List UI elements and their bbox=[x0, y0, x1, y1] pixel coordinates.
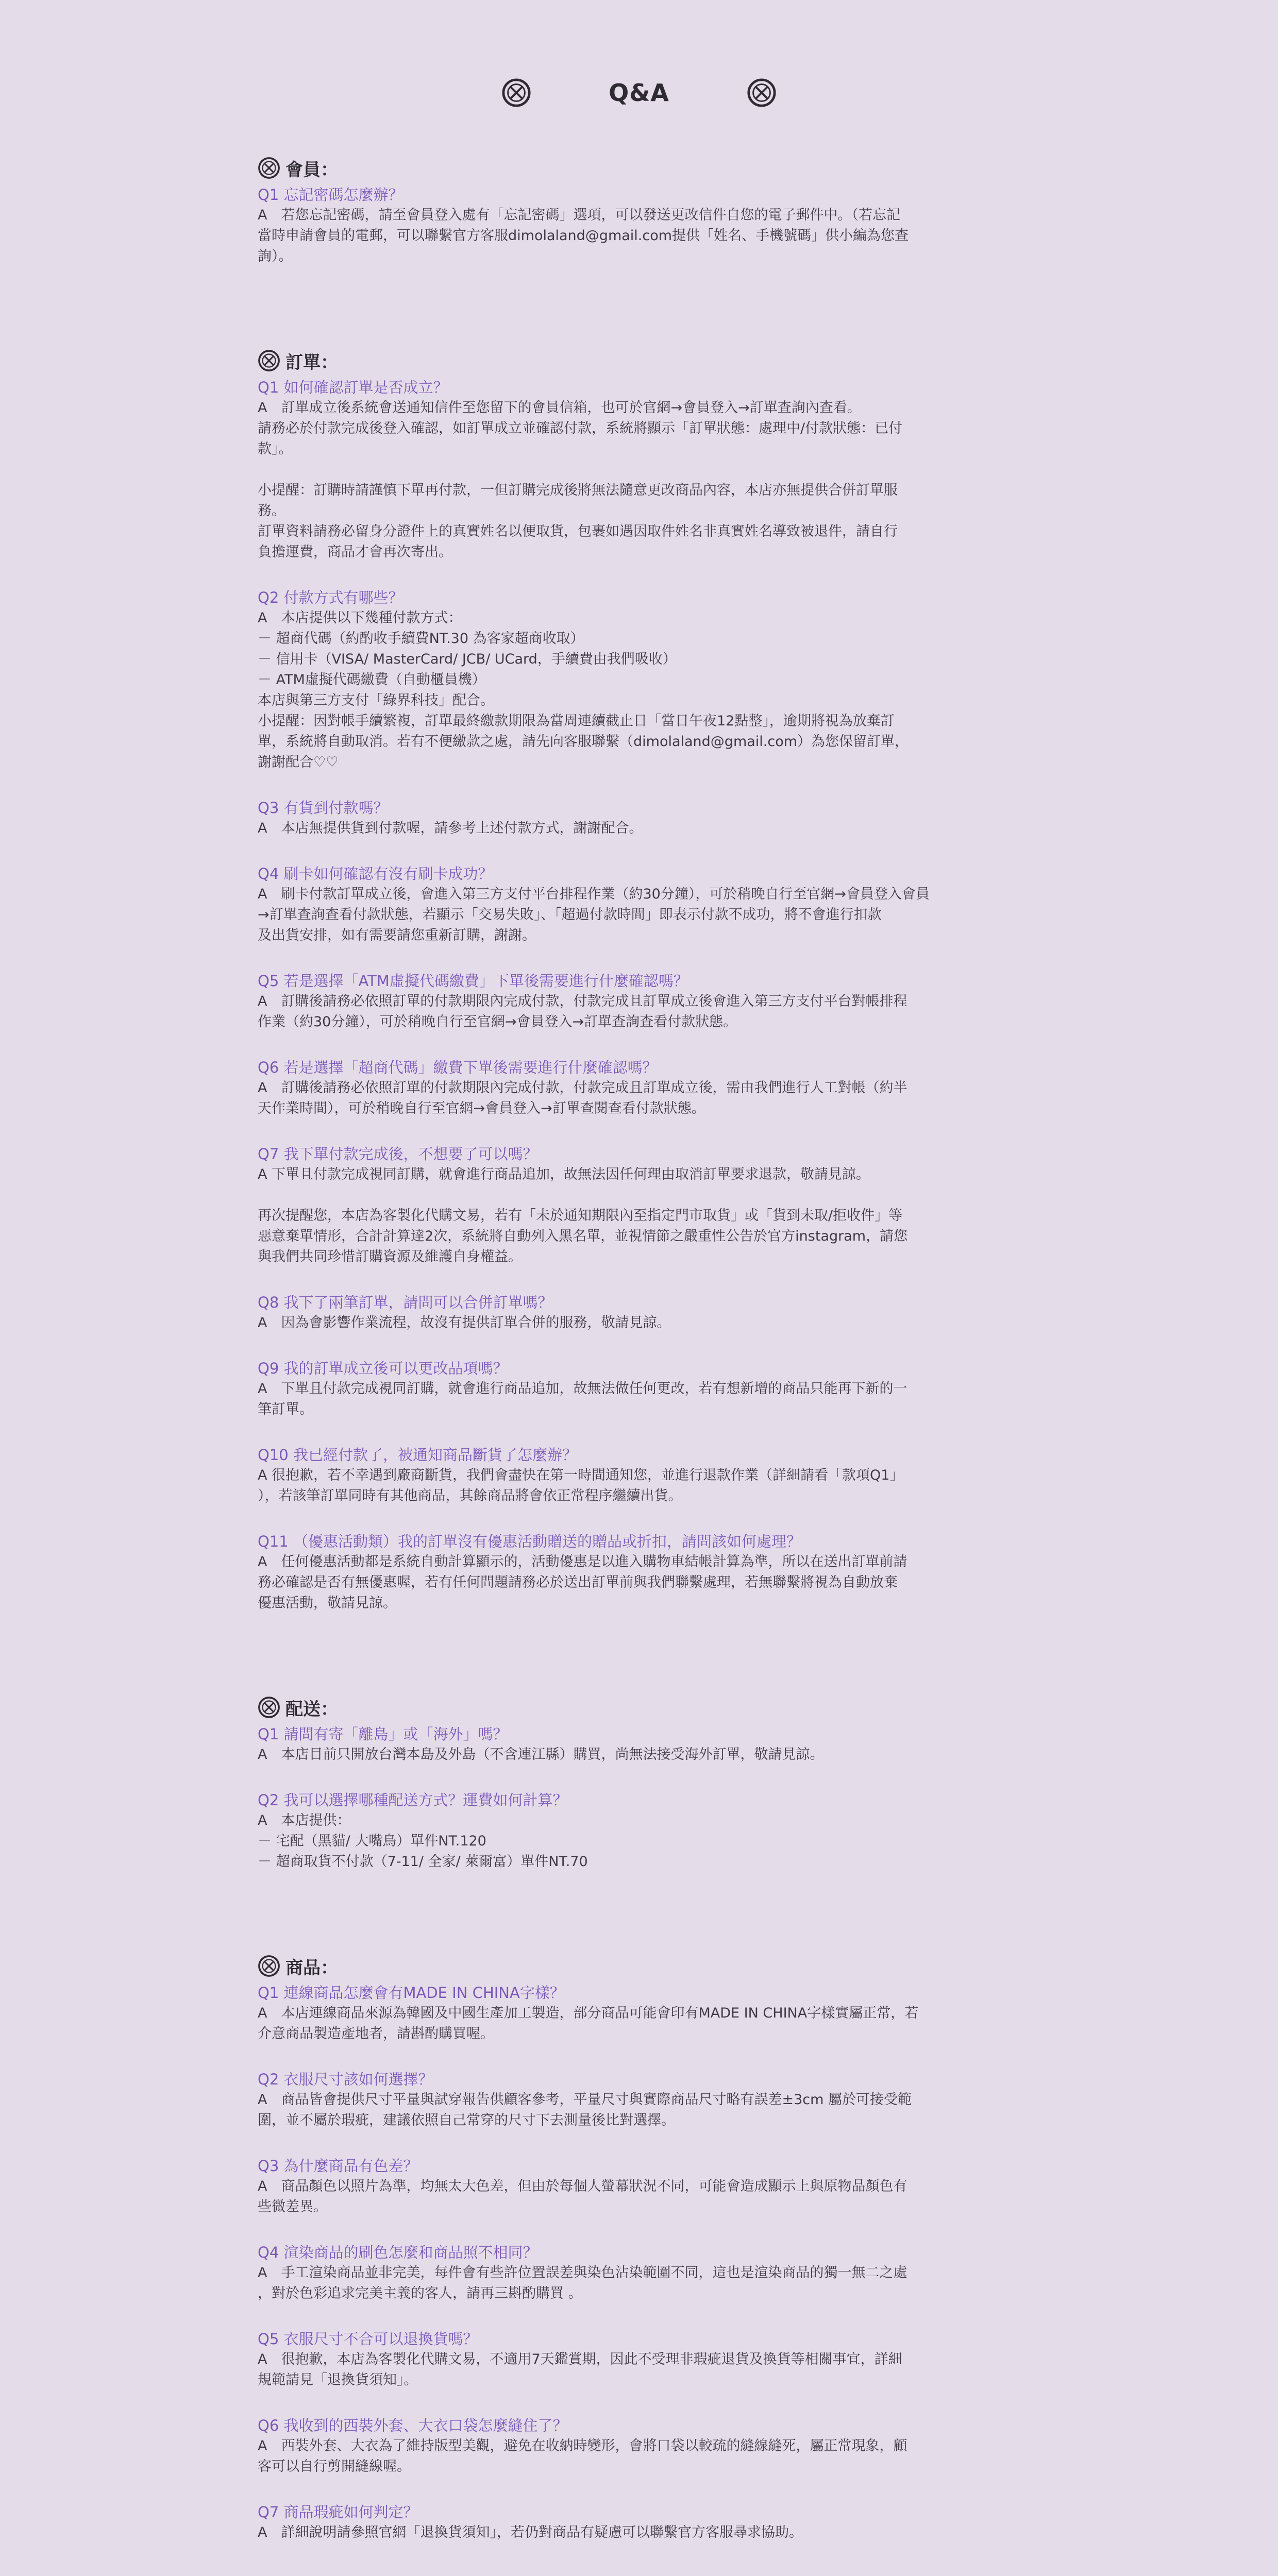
brand-logo-icon bbox=[258, 1696, 280, 1719]
answer-line: 小提醒：訂購時請謹慎下單再付款，一但訂購完成後將無法隨意更改商品內容，本店亦無提供合併訂單服 bbox=[258, 482, 898, 498]
brand-logo-icon bbox=[258, 157, 280, 179]
qa-item bbox=[258, 2502, 1020, 2543]
answer bbox=[258, 608, 1020, 773]
answer bbox=[258, 1552, 1020, 1614]
qa-item bbox=[258, 1358, 1020, 1420]
answer bbox=[258, 2522, 1020, 2543]
answer bbox=[258, 2436, 1020, 2477]
answer bbox=[258, 2263, 1020, 2304]
qa-item bbox=[258, 2415, 1020, 2477]
answer-line: A 訂購後請務必依照訂單的付款期限內完成付款，付款完成且訂單成立後，需由我們進行人工對帳（約半 bbox=[258, 1080, 907, 1096]
answer-line: A 本店提供以下幾種付款方式： bbox=[258, 610, 462, 626]
answer-line: 筆訂單。 bbox=[258, 1401, 313, 1417]
qa-item bbox=[258, 971, 1020, 1032]
answer-line: 謝謝配合♡♡ bbox=[258, 754, 339, 770]
question: Q3 有貨到付款嗎？ bbox=[258, 799, 389, 817]
section-shipping bbox=[258, 1694, 1020, 1872]
answer-line: A 因為會影響作業流程，故沒有提供訂單合併的服務，敬請見諒。 bbox=[258, 1315, 671, 1331]
answer-line: ，對於色彩追求完美主義的客人，請再三斟酌購買 。 bbox=[258, 2285, 582, 2301]
answer-line: 及出貨安排，如有需要請您重新訂購，謝謝。 bbox=[258, 927, 536, 943]
answer-line: 作業（約30分鐘），可於稍晚自行至官網→會員登入→訂單查詢查看付款狀態。 bbox=[258, 1014, 737, 1030]
answer-line: A 任何優惠活動都是系統自動計算顯示的，活動優惠是以進入購物車結帳計算為準，所以在送出訂單前請 bbox=[258, 1554, 907, 1570]
question: Q2 我可以選擇哪種配送方式？運費如何計算？ bbox=[258, 1791, 568, 1809]
answer-line: 詢）。 bbox=[258, 248, 293, 264]
qa-content bbox=[258, 155, 1020, 2576]
answer bbox=[258, 1379, 1020, 1420]
answer bbox=[258, 2349, 1020, 2391]
answer bbox=[258, 1313, 1020, 1333]
section-title: 會員： bbox=[285, 159, 338, 180]
answer bbox=[258, 1810, 1020, 1872]
answer-line: A 訂購後請務必依照訂單的付款期限內完成付款，付款完成且訂單成立後會進入第三方支付平台對帳排程 bbox=[258, 993, 907, 1009]
answer-line: A 下單且付款完成視同訂購，就會進行商品追加，故無法因任何理由取消訂單要求退款，敬請見諒。 bbox=[258, 1166, 870, 1182]
answer-line: 介意商品製造產地者，請斟酌購買喔。 bbox=[258, 2026, 494, 2042]
answer-line: A 若您忘記密碼，請至會員登入處有「忘記密碼」選項，可以發送更改信件自您的電子郵件中。（若忘記 bbox=[258, 207, 900, 223]
answer-line: A 很抱歉，本店為客製化代購文易，不適用7天鑑賞期，因此不受理非瑕疵退貨及換貨等相關事宜，詳細 bbox=[258, 2351, 902, 2367]
qa-item bbox=[258, 798, 1020, 839]
answer-line: 務。 bbox=[258, 503, 285, 519]
answer-line: 優惠活動，敬請見諒。 bbox=[258, 1595, 397, 1611]
answer-line: － ATM虛擬代碼繳費（自動櫃員機） bbox=[258, 672, 486, 688]
answer-line: 負擔運費，商品才會再次寄出。 bbox=[258, 544, 452, 560]
answer bbox=[258, 2090, 1020, 2131]
section-title: 訂單： bbox=[285, 352, 338, 373]
section-title: 商品： bbox=[285, 1957, 338, 1978]
answer bbox=[258, 991, 1020, 1032]
answer-line: A 手工渲染商品並非完美，每件會有些許位置誤差與染色沾染範圍不同，這也是渲染商品的獨一無二之處 bbox=[258, 2265, 907, 2281]
answer-line: 請務必於付款完成後登入確認，如訂單成立並確認付款，系統將顯示「訂單狀態：處理中/付款狀態：已付 bbox=[258, 420, 903, 436]
qa-item bbox=[258, 1790, 1020, 1872]
question: Q6 若是選擇「超商代碼」繳費下單後需要進行什麼確認嗎？ bbox=[258, 1059, 658, 1076]
answer-line: A 本店提供： bbox=[258, 1812, 351, 1828]
page-header bbox=[0, 72, 1278, 113]
question: Q10 我已經付款了，被通知商品斷貨了怎麼辦？ bbox=[258, 1446, 577, 1464]
answer-line: A 訂單成立後系統會送通知信件至您留下的會員信箱，也可於官網→會員登入→訂單查詢內查看。 bbox=[258, 400, 861, 416]
answer-line bbox=[258, 460, 1020, 480]
answer-line: 訂單資料請務必留身分證件上的真實姓名以便取貨，包裹如遇因取件姓名非真實姓名導致被退件，請自行 bbox=[258, 523, 898, 539]
answer bbox=[258, 2003, 1020, 2044]
answer-line: 客可以自行剪開縫線喔。 bbox=[258, 2459, 411, 2475]
question: Q4 渲染商品的刷色怎麼和商品照不相同？ bbox=[258, 2244, 538, 2261]
answer-line: 款」。 bbox=[258, 441, 293, 457]
answer bbox=[258, 1078, 1020, 1119]
answer-line: A 商品皆會提供尺寸平量與試穿報告供顧客參考，平量尺寸與實際商品尺寸略有誤差±3cm 屬於可接受範 bbox=[258, 2092, 912, 2108]
page-title: Q&A bbox=[609, 79, 669, 107]
answer-line: 本店與第三方支付「綠界科技」配合。 bbox=[258, 692, 494, 708]
answer-line: 與我們共同珍惜訂購資源及維護自身權益。 bbox=[258, 1249, 522, 1265]
qa-item bbox=[258, 1057, 1020, 1119]
answer-line: 務必確認是否有無優惠喔，若有任何問題請務必於送出訂單前與我們聯繫處理，若無聯繫將視為自動放棄 bbox=[258, 1574, 898, 1590]
answer-line: →訂單查詢查看付款狀態，若顯示「交易失敗」、「超過付款時間」即表示付款不成功，將不會進行扣款 bbox=[258, 907, 882, 923]
qa-item bbox=[258, 1292, 1020, 1333]
answer-line: A 很抱歉，若不幸遇到廠商斷貨，我們會盡快在第一時間通知您，並進行退款作業（詳細請看「款項Q1」 bbox=[258, 1467, 904, 1483]
answer-line: 些微差異。 bbox=[258, 2199, 327, 2215]
section-order bbox=[258, 347, 1020, 1614]
qa-item bbox=[258, 2156, 1020, 2217]
answer bbox=[258, 398, 1020, 563]
answer-line: A 詳細說明請參照官網「退換貨須知」，若仍對商品有疑慮可以聯繫官方客服尋求協助。 bbox=[258, 2524, 803, 2540]
question: Q2 付款方式有哪些？ bbox=[258, 589, 403, 606]
section-product bbox=[258, 1953, 1020, 2543]
answer-line: ），若該筆訂單同時有其他商品，其餘商品將會依正常程序繼續出貨。 bbox=[258, 1488, 682, 1504]
answer bbox=[258, 884, 1020, 946]
answer-line: 圍，並不屬於瑕疵，建議依照自己常穿的尺寸下去測量後比對選擇。 bbox=[258, 2112, 675, 2128]
qa-item bbox=[258, 1982, 1020, 2044]
question: Q1 請問有寄「離島」或「海外」嗎？ bbox=[258, 1725, 508, 1743]
question: Q7 我下單付款完成後，不想要了可以嗎？ bbox=[258, 1145, 538, 1163]
qa-item bbox=[258, 2069, 1020, 2131]
qa-item bbox=[258, 377, 1020, 563]
answer-line: 再次提醒您，本店為客製化代購文易，若有「未於通知期限內至指定門市取貨」或「貨到未取/拒收件」等 bbox=[258, 1208, 903, 1224]
question: Q8 我下了兩筆訂單，請問可以合併訂單嗎？ bbox=[258, 1294, 553, 1311]
answer-line: 單，系統將自動取消。若有不便繳款之處，請先向客服聯繫（dimolaland@gmail.com）為您保留訂單， bbox=[258, 734, 909, 750]
qa-item bbox=[258, 1724, 1020, 1765]
answer-line: A 商品顏色以照片為準，均無太大色差，但由於每個人螢幕狀況不同，可能會造成顯示上與原物品顏色有 bbox=[258, 2178, 907, 2194]
answer-line: 惡意棄單情形，合計計算達2次，系統將自動列入黑名單，並視情節之嚴重性公告於官方instagram，請您 bbox=[258, 1228, 908, 1244]
answer-line: － 超商取貨不付款（7-11/ 全家/ 萊爾富）單件NT.70 bbox=[258, 1854, 588, 1870]
answer bbox=[258, 205, 1020, 267]
answer bbox=[258, 2176, 1020, 2217]
question: Q9 我的訂單成立後可以更改品項嗎？ bbox=[258, 1360, 508, 1377]
section-heading bbox=[258, 155, 1020, 181]
answer-line bbox=[258, 1185, 1020, 1206]
qa-item bbox=[258, 184, 1020, 267]
qa-item bbox=[258, 863, 1020, 946]
answer bbox=[258, 1164, 1020, 1267]
brand-logo-icon bbox=[747, 78, 777, 108]
brand-logo-icon bbox=[501, 78, 531, 108]
question: Q7 商品瑕疵如何判定？ bbox=[258, 2503, 418, 2521]
question: Q5 若是選擇「ATM虛擬代碼繳費」下單後需要進行什麼確認嗎？ bbox=[258, 972, 688, 990]
question: Q11 （優惠活動類）我的訂單沒有優惠活動贈送的贈品或折扣，請問該如何處理？ bbox=[258, 1533, 801, 1550]
question: Q3 為什麼商品有色差？ bbox=[258, 2157, 418, 2175]
answer-line: A 本店連線商品來源為韓國及中國生產加工製造，部分商品可能會印有MADE IN CHINA字樣實屬正常，若 bbox=[258, 2005, 919, 2021]
section-member bbox=[258, 155, 1020, 267]
answer-line: 天作業時間），可於稍晚自行至官網→會員登入→訂單查閱查看付款狀態。 bbox=[258, 1100, 705, 1116]
answer-line: 當時申請會員的電郵，可以聯繫官方客服dimolaland@gmail.com提供「姓名、手機號碼」供小編為您查 bbox=[258, 228, 909, 244]
answer bbox=[258, 1465, 1020, 1506]
question: Q5 衣服尺寸不合可以退換貨嗎？ bbox=[258, 2330, 478, 2348]
qa-item bbox=[258, 587, 1020, 773]
answer bbox=[258, 818, 1020, 839]
question: Q4 刷卡如何確認有沒有刷卡成功？ bbox=[258, 865, 493, 883]
brand-logo-icon bbox=[258, 349, 280, 372]
answer-line: A 本店目前只開放台灣本島及外島（不含連江縣）購買，尚無法接受海外訂單，敬請見諒。 bbox=[258, 1747, 824, 1762]
section-heading bbox=[258, 1953, 1020, 1979]
brand-logo-icon bbox=[258, 1955, 280, 1977]
answer-line: 小提醒：因對帳手續繁複，訂單最終繳款期限為當周連續截止日「當日午夜12點整」，逾期將視為放棄訂 bbox=[258, 713, 895, 729]
qa-item bbox=[258, 2329, 1020, 2391]
question: Q1 連線商品怎麼會有MADE IN CHINA字樣？ bbox=[258, 1984, 565, 2002]
answer bbox=[258, 1744, 1020, 1765]
question: Q1 如何確認訂單是否成立？ bbox=[258, 379, 448, 396]
answer-line: 規範請見「退換貨須知」。 bbox=[258, 2372, 418, 2388]
answer-line: A 本店無提供貨到付款喔，請參考上述付款方式，謝謝配合。 bbox=[258, 820, 643, 836]
answer-line: A 刷卡付款訂單成立後，會進入第三方支付平台排程作業（約30分鐘），可於稍晚自行至官網→會員登入會員 bbox=[258, 886, 930, 902]
answer-line: － 超商代碼（約酌收手續費NT.30 為客家超商收取） bbox=[258, 631, 584, 647]
section-heading bbox=[258, 1694, 1020, 1721]
qa-item bbox=[258, 1531, 1020, 1614]
qa-item bbox=[258, 1445, 1020, 1506]
answer-line: － 宅配（黑貓/ 大嘴鳥）單件NT.120 bbox=[258, 1833, 486, 1849]
answer-line: A 西裝外套、大衣為了維持版型美觀，避免在收納時變形，會將口袋以較疏的縫線縫死，屬正常現象，顧 bbox=[258, 2438, 907, 2454]
section-title: 配送： bbox=[285, 1699, 338, 1720]
question: Q1 忘記密碼怎麼辦？ bbox=[258, 186, 403, 204]
qa-item bbox=[258, 1144, 1020, 1267]
answer-line: － 信用卡（VISA/ MasterCard/ JCB/ UCard，手續費由我們吸收） bbox=[258, 651, 677, 667]
question: Q6 我收到的西裝外套、大衣口袋怎麼縫住了？ bbox=[258, 2417, 568, 2434]
qa-item bbox=[258, 2242, 1020, 2304]
section-heading bbox=[258, 347, 1020, 374]
answer-line: A 下單且付款完成視同訂購，就會進行商品追加，故無法做任何更改，若有想新增的商品只能再下新的一 bbox=[258, 1381, 907, 1397]
question: Q2 衣服尺寸該如何選擇？ bbox=[258, 2071, 433, 2088]
